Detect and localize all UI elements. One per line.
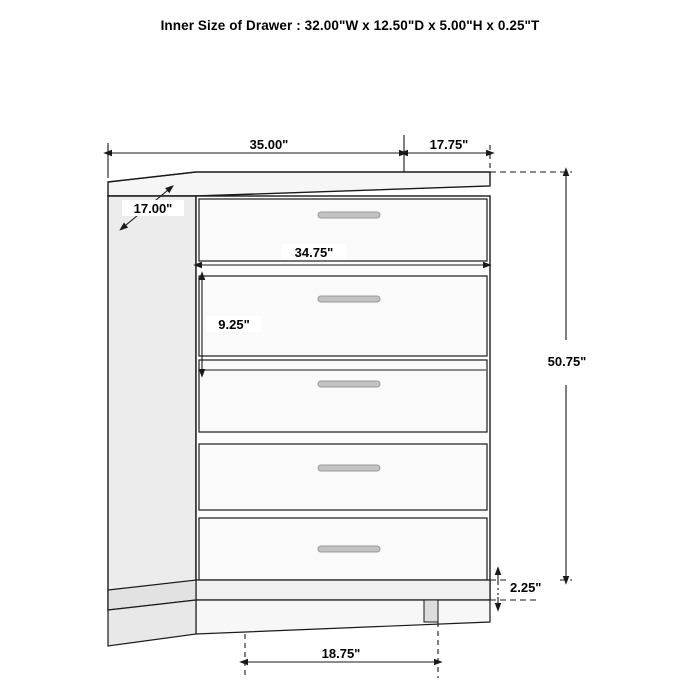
- drawer-front-3: [199, 360, 487, 432]
- dim-top-width: 35.00": [249, 137, 289, 152]
- drawer-front-4: [199, 444, 487, 510]
- dim-top-side-depth: 17.75": [429, 137, 469, 152]
- drawer-handle-3: [318, 381, 380, 387]
- page-title: Inner Size of Drawer : 32.00"W x 12.50"D x 5.00"H x 0.25"T: [160, 18, 540, 33]
- drawer-handle-5: [318, 546, 380, 552]
- chest-illustration: [108, 172, 490, 646]
- chest-foot-notch: [424, 600, 438, 622]
- drawer-handle-4: [318, 465, 380, 471]
- drawer-handle-1: [318, 212, 380, 218]
- dim-top-left-depth: 17.00": [133, 201, 173, 216]
- chest-base-plinth: [196, 580, 490, 600]
- dim-drawer-front-width: 34.75": [294, 245, 334, 260]
- dim-foot-width: 18.75": [321, 646, 361, 661]
- dim-base-height: 2.25": [510, 580, 542, 595]
- dim-overall-height: 50.75": [547, 354, 587, 369]
- dim-drawer-front-height: 9.25": [218, 317, 250, 332]
- chest-lower-body: [196, 600, 490, 634]
- drawer-handle-2: [318, 296, 380, 302]
- chest-left-side: [108, 196, 196, 610]
